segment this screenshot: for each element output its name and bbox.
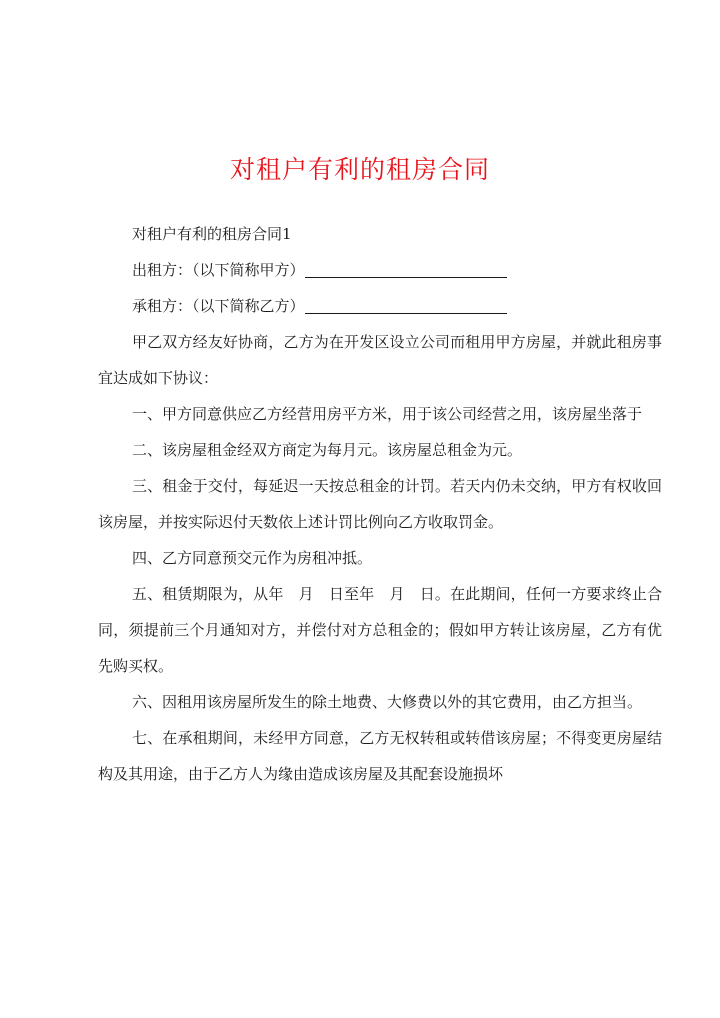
paragraph-clause-6: 六、因租用该房屋所发生的除土地费、大修费以外的其它费用，由乙方担当。	[132, 693, 643, 711]
paragraph-clause-5: 五、租赁期限为，从年 月 日至年 月 日。在此期间，任何一方要求终止合同，须提前三个月通知对方，并偿付对方总租金的；假如甲方转让该房屋，乙方有优先购买权。	[98, 585, 662, 675]
paragraph-clause-3: 三、租金于交付，每延迟一天按总租金的计罚。若天内仍未交纳，甲方有权收回该房屋，并按实际迟付天数依上述计罚比例向乙方收取罚金。	[98, 477, 662, 531]
lessee-label: 承租方：（以下简称乙方）	[132, 297, 305, 315]
document-title: 对租户有利的租房合同	[229, 155, 490, 184]
lessor-line	[98, 252, 662, 288]
lessee-line	[98, 288, 662, 324]
paragraph-clause-4: 四、乙方同意预交元作为房租冲抵。	[132, 549, 373, 567]
lessor-blank-line	[305, 261, 507, 278]
paragraph-clause-1: 一、甲方同意供应乙方经营用房平方米，用于该公司经营之用，该房屋坐落于	[132, 405, 643, 423]
paragraph-clause-7: 七、在承租期间，未经甲方同意，乙方无权转租或转借该房屋；不得变更房屋结构及其用途，由于乙方人为缘由造成该房屋及其配套设施损坏	[98, 729, 662, 783]
paragraph-clause-2: 二、该房屋租金经双方商定为每月元。该房屋总租金为元。	[132, 441, 523, 459]
lessee-blank-line	[305, 297, 507, 314]
document-body	[98, 216, 662, 792]
contract-subtitle: 对租户有利的租房合同1	[132, 225, 292, 243]
paragraph-intro: 甲乙双方经友好协商，乙方为在开发区设立公司而租用甲方房屋，并就此租房事宜达成如下协议：	[98, 333, 662, 387]
lessor-label: 出租方：（以下简称甲方）	[132, 261, 305, 279]
